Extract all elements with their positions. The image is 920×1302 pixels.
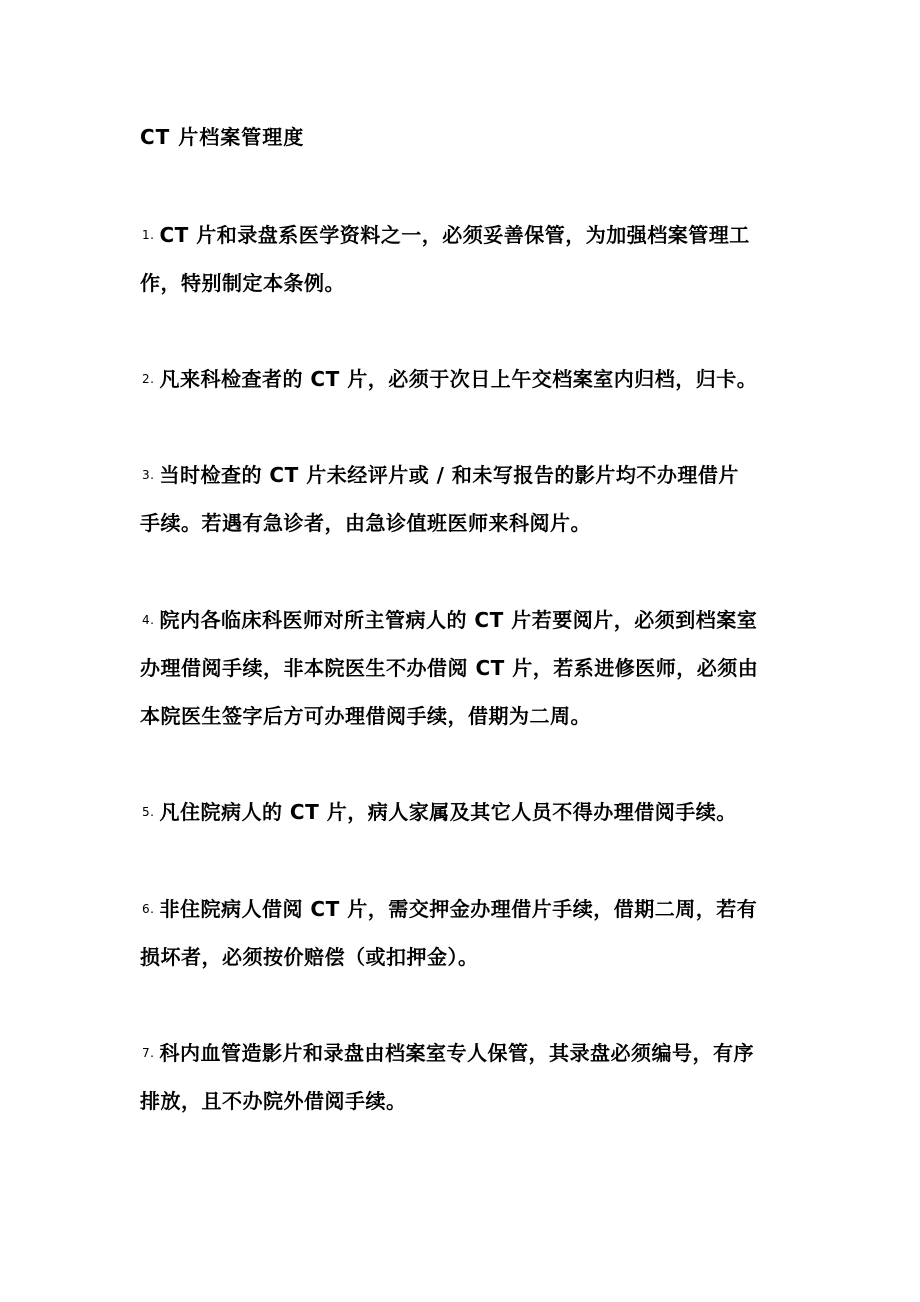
article-4 bbox=[140, 596, 790, 740]
article-1 bbox=[140, 211, 790, 307]
article-3-line-1 bbox=[140, 451, 790, 499]
article-text: 当时检查的 CT 片未经评片或 / 和未写报告的影片均不办理借片 bbox=[159, 463, 739, 487]
article-7-line-1 bbox=[140, 1029, 790, 1077]
article-number: 1. bbox=[142, 228, 155, 242]
article-6 bbox=[140, 885, 790, 981]
article-4-line-1 bbox=[140, 596, 790, 644]
article-2-line-1 bbox=[140, 355, 790, 403]
article-text: 凡住院病人的 CT 片，病人家属及其它人员不得办理借阅手续。 bbox=[159, 800, 737, 824]
article-text: 凡来科检查者的 CT 片，必须于次日上午交档案室内归档，归卡。 bbox=[159, 367, 758, 391]
article-6-line-1 bbox=[140, 885, 790, 933]
article-7-line-2: 排放，且不办院外借阅手续。 bbox=[140, 1089, 407, 1113]
article-number: 4. bbox=[142, 613, 155, 627]
article-2 bbox=[140, 355, 790, 403]
article-6-line-2: 损坏者，必须按价赔偿（或扣押金）。 bbox=[140, 945, 479, 969]
article-text: 科内血管造影片和录盘由档案室专人保管，其录盘必须编号，有序 bbox=[159, 1041, 754, 1065]
article-number: 7. bbox=[142, 1046, 155, 1060]
article-5 bbox=[140, 788, 790, 836]
article-number: 5. bbox=[142, 805, 155, 819]
article-4-line-2: 办理借阅手续，非本院医生不办借阅 CT 片，若系进修医师，必须由 bbox=[140, 656, 759, 680]
article-text: CT 片和录盘系医学资料之一，必须妥善保管，为加强档案管理工 bbox=[159, 223, 750, 247]
article-number: 3. bbox=[142, 468, 155, 482]
article-3-line-2: 手续。若遇有急诊者，由急诊值班医师来科阅片。 bbox=[140, 511, 591, 535]
article-7 bbox=[140, 1029, 790, 1125]
article-1-line-1 bbox=[140, 211, 790, 259]
article-number: 2. bbox=[142, 372, 155, 386]
article-text: 非住院病人借阅 CT 片，需交押金办理借片手续，借期二周，若有 bbox=[159, 897, 758, 921]
article-3 bbox=[140, 451, 790, 547]
article-text: 院内各临床科医师对所主管病人的 CT 片若要阅片，必须到档案室 bbox=[159, 608, 758, 632]
article-number: 6. bbox=[142, 902, 155, 916]
document-title: CT 片档案管理度 bbox=[140, 125, 305, 149]
article-1-line-2: 作，特别制定本条例。 bbox=[140, 271, 345, 295]
article-4-line-3: 本院医生签字后方可办理借阅手续，借期为二周。 bbox=[140, 704, 591, 728]
article-5-line-1 bbox=[140, 788, 790, 836]
